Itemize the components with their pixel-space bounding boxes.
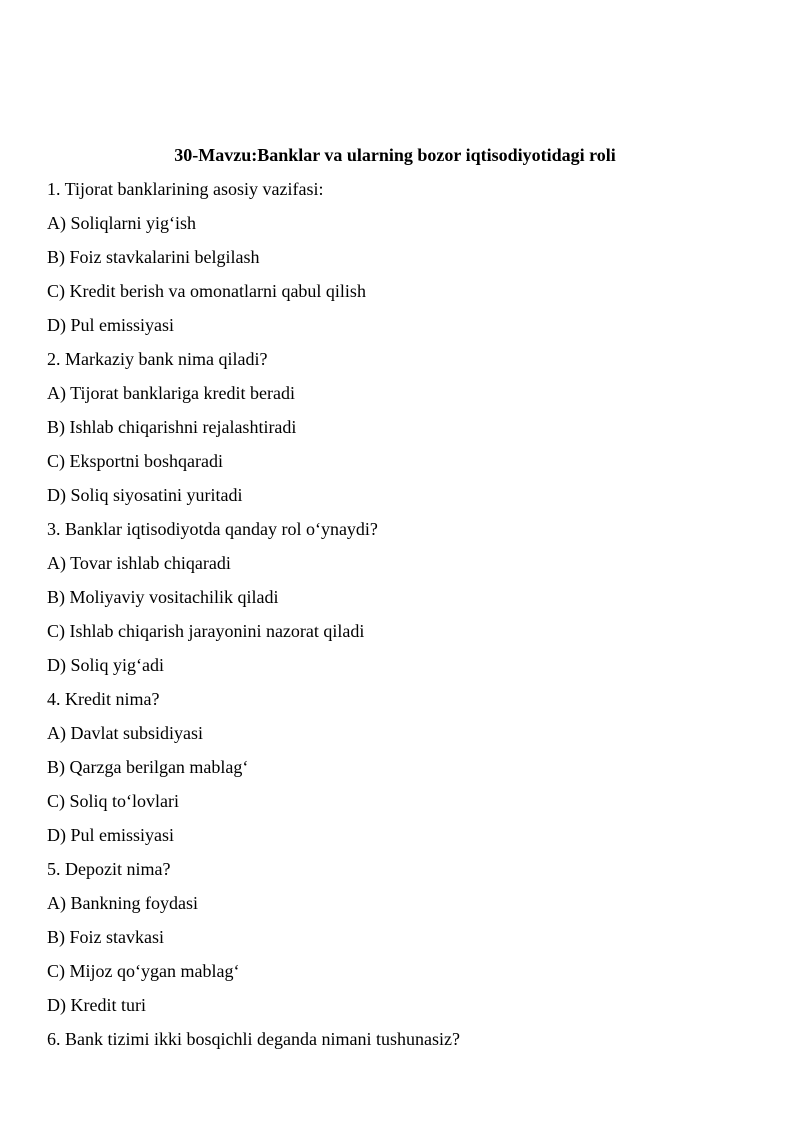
question-2-option-b: B) Ishlab chiqarishni rejalashtiradi bbox=[47, 417, 297, 437]
question-1: 1. Tijorat banklarining asosiy vazifasi: bbox=[47, 179, 324, 199]
question-5: 5. Depozit nima? bbox=[47, 859, 171, 879]
question-2: 2. Markaziy bank nima qiladi? bbox=[47, 349, 268, 369]
question-1-option-a: A) Soliqlarni yig‘ish bbox=[47, 213, 196, 233]
page-title: 30-Mavzu:Banklar va ularning bozor iqtisodiyotidagi roli bbox=[174, 145, 616, 165]
question-5-option-a: A) Bankning foydasi bbox=[47, 893, 198, 913]
question-2-option-c: C) Eksportni boshqaradi bbox=[47, 451, 223, 471]
question-6: 6. Bank tizimi ikki bosqichli deganda nimani tushunasiz? bbox=[47, 1029, 460, 1049]
question-3-option-a: A) Tovar ishlab chiqaradi bbox=[47, 553, 231, 573]
question-5-option-b: B) Foiz stavkasi bbox=[47, 927, 164, 947]
question-1-option-c: C) Kredit berish va omonatlarni qabul qilish bbox=[47, 281, 366, 301]
question-1-option-d: D) Pul emissiyasi bbox=[47, 315, 175, 335]
question-2-option-d: D) Soliq siyosatini yuritadi bbox=[47, 485, 243, 505]
question-4-option-b: B) Qarzga berilgan mablag‘ bbox=[47, 757, 249, 777]
question-2-option-a: A) Tijorat banklariga kredit beradi bbox=[47, 383, 295, 403]
question-3-option-b: B) Moliyaviy vositachilik qiladi bbox=[47, 587, 279, 607]
question-5-option-d: D) Kredit turi bbox=[47, 995, 146, 1015]
question-4-option-c: C) Soliq to‘lovlari bbox=[47, 791, 179, 811]
question-1-option-b: B) Foiz stavkalarini belgilash bbox=[47, 247, 260, 267]
question-5-option-c: C) Mijoz qo‘ygan mablag‘ bbox=[47, 961, 240, 981]
question-4-option-a: A) Davlat subsidiyasi bbox=[47, 723, 203, 743]
question-3-option-d: D) Soliq yig‘adi bbox=[47, 655, 164, 675]
question-3-option-c: C) Ishlab chiqarish jarayonini nazorat qiladi bbox=[47, 621, 365, 641]
question-list bbox=[47, 178, 767, 1062]
question-4-option-d: D) Pul emissiyasi bbox=[47, 825, 175, 845]
question-3: 3. Banklar iqtisodiyotda qanday rol o‘ynaydi? bbox=[47, 519, 378, 539]
question-4: 4. Kredit nima? bbox=[47, 689, 160, 709]
